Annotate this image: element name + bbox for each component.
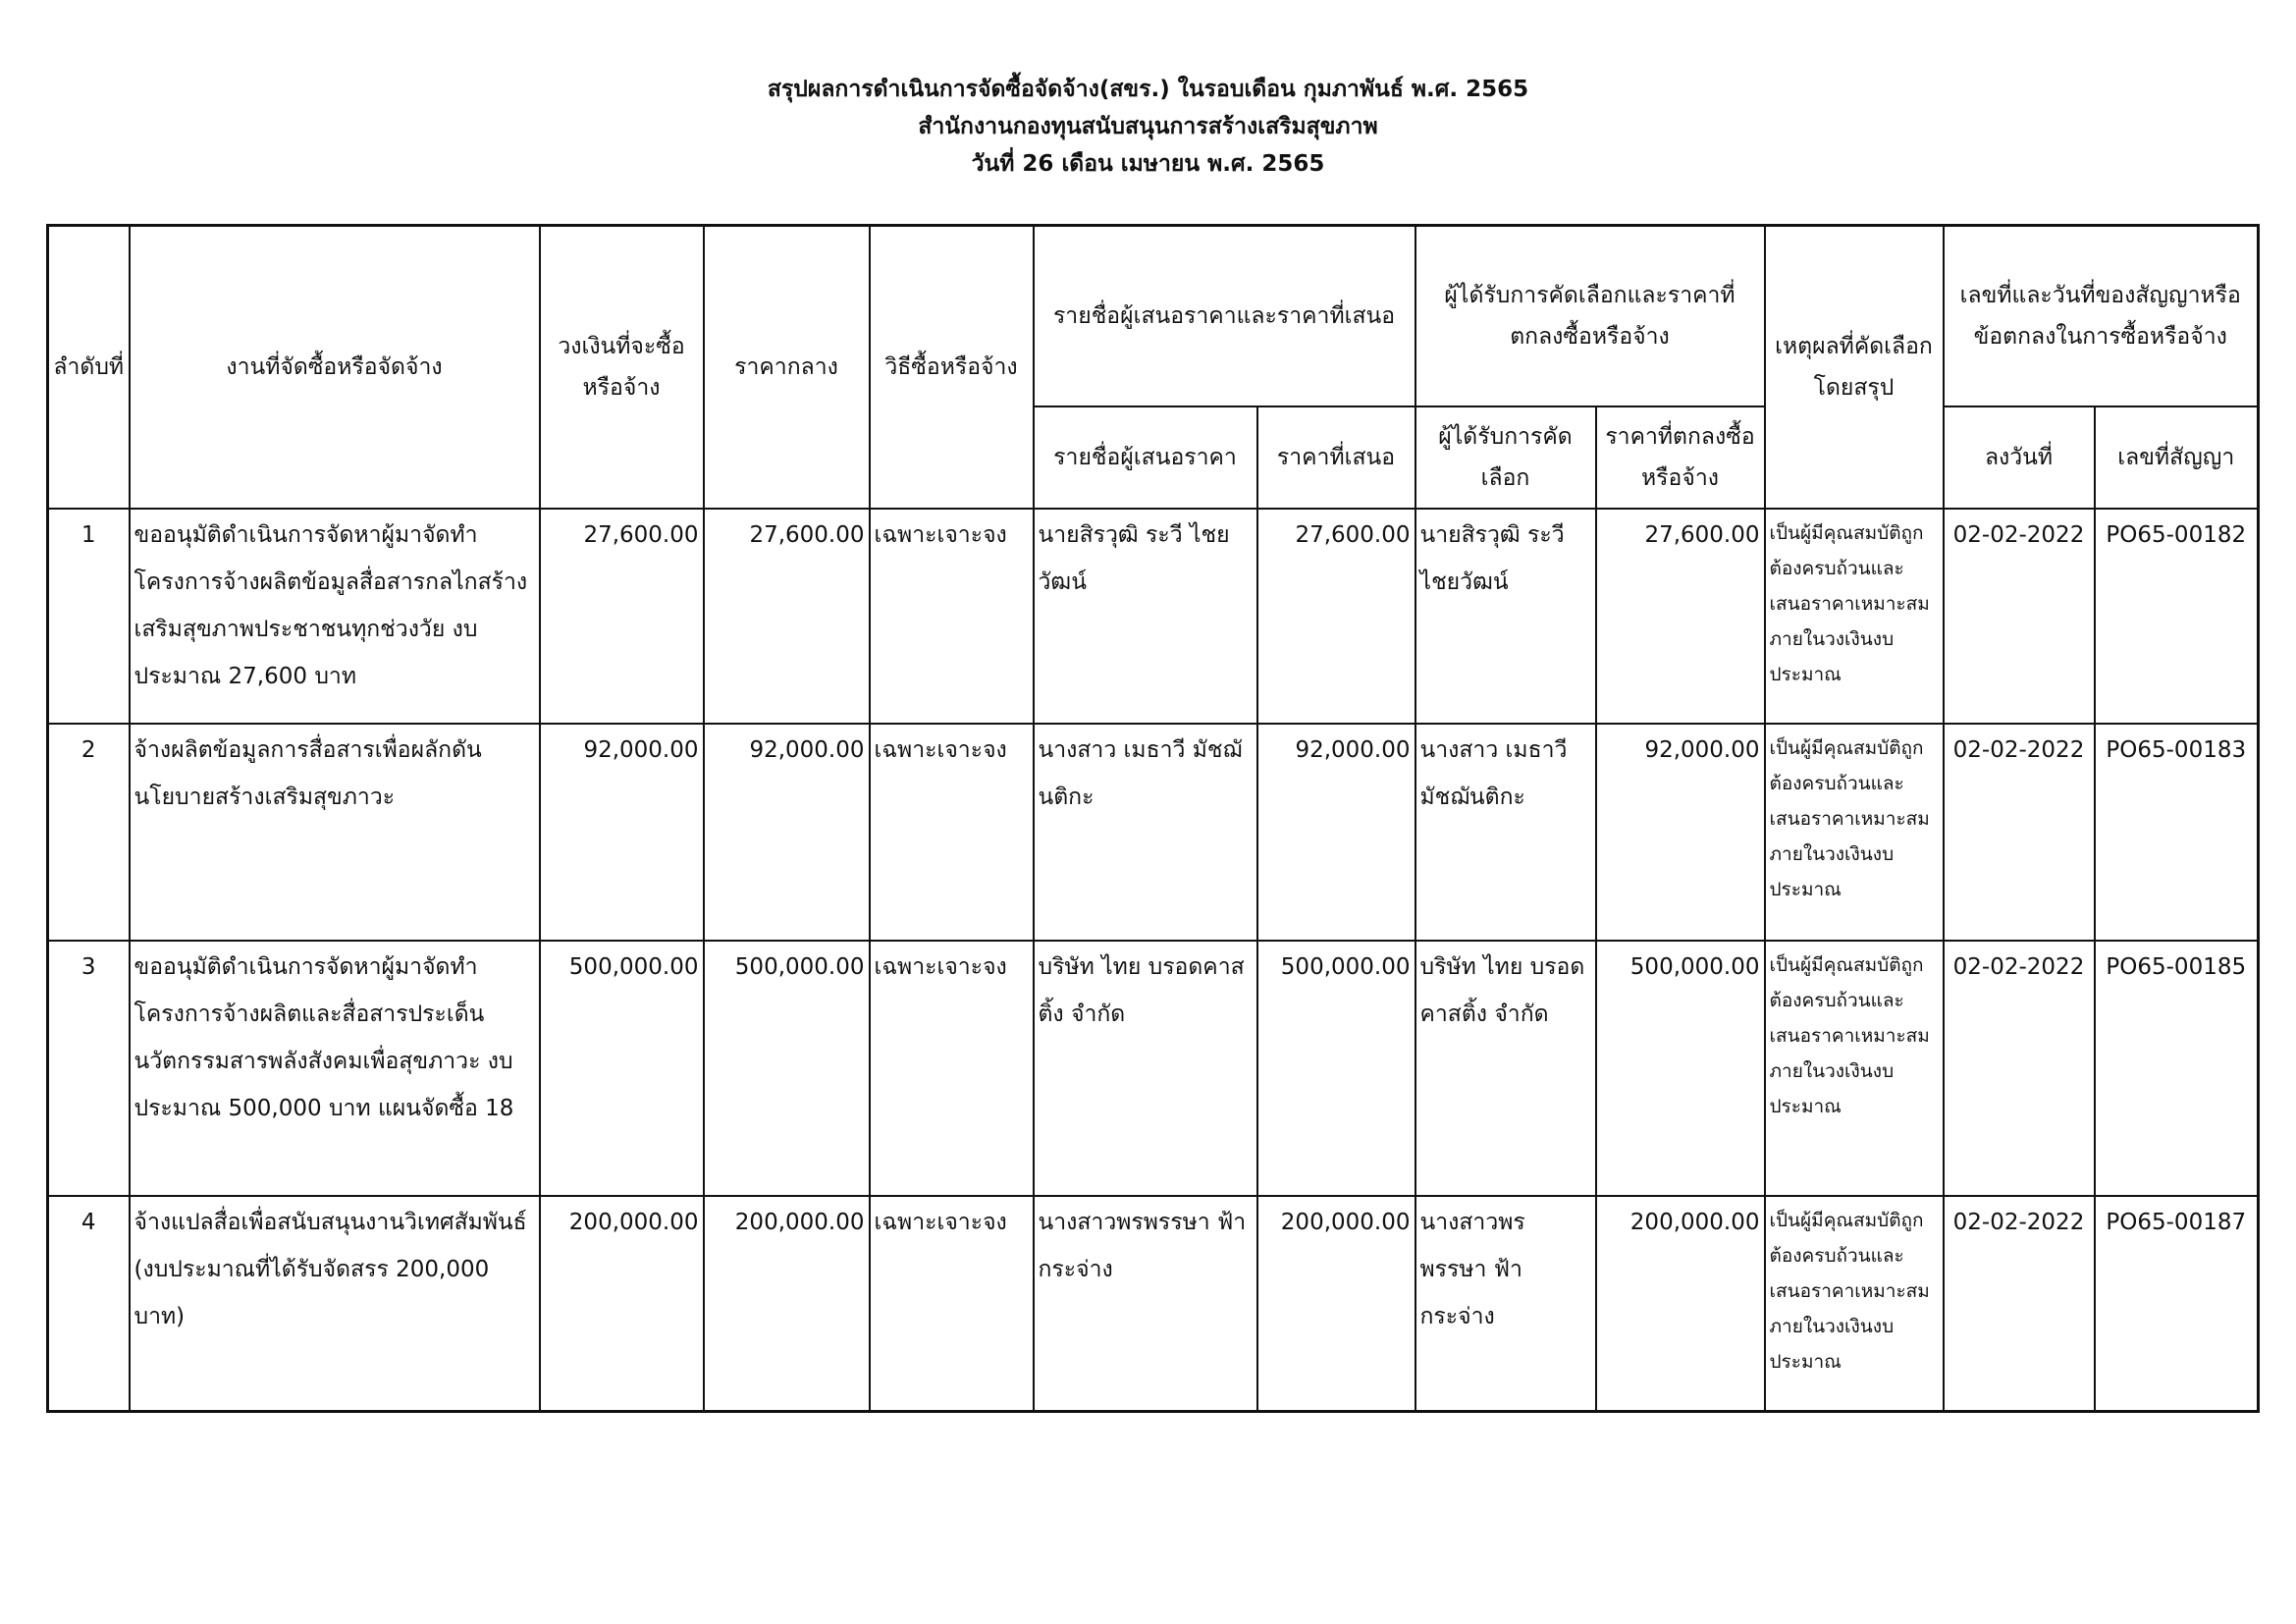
table-row bbox=[48, 1196, 2259, 1412]
row-agreed-price: 92,000.00 bbox=[1596, 724, 1765, 941]
row-contract-date: 02-02-2022 bbox=[1944, 941, 2095, 1196]
document-title: สรุปผลการดำเนินการจัดซื้อจัดจ้าง(สขร.) ในรอบเดือน กุมภาพันธ์ พ.ศ. 2565 bbox=[767, 77, 1529, 102]
col-header-contract-date: ลงวันที่ bbox=[1944, 406, 2095, 509]
row-selected: นายสิรวุฒิ ระวี ไชยวัฒน์ bbox=[1415, 509, 1596, 724]
row-selected: บริษัท ไทย บรอดคาสติ้ง จำกัด bbox=[1415, 941, 1596, 1196]
row-selected: นางสาวพรพรรษา ฟ้ากระจ่าง bbox=[1415, 1196, 1596, 1412]
row-no: 1 bbox=[48, 509, 130, 724]
col-header-agreed-price: ราคาที่ตกลงซื้อหรือจ้าง bbox=[1596, 406, 1765, 509]
agency-name: สำนักงานกองทุนสนับสนุนการสร้างเสริมสุขภาพ bbox=[918, 114, 1378, 139]
row-work: จ้างแปลสื่อเพื่อสนับสนุนงานวิเทศสัมพันธ์ (งบประมาณที่ได้รับจัดสรร 200,000 บาท) bbox=[130, 1196, 540, 1412]
row-method: เฉพาะเจาะจง bbox=[870, 941, 1034, 1196]
col-header-bidder-name: รายชื่อผู้เสนอราคา bbox=[1034, 406, 1257, 509]
row-median-price: 500,000.00 bbox=[704, 941, 870, 1196]
table-row bbox=[48, 509, 2259, 724]
row-bidder: บริษัท ไทย บรอดคาสติ้ง จำกัด bbox=[1034, 941, 1257, 1196]
row-contract-no: PO65-00183 bbox=[2095, 724, 2259, 941]
row-no: 2 bbox=[48, 724, 130, 941]
row-method: เฉพาะเจาะจง bbox=[870, 724, 1034, 941]
row-bid-price: 92,000.00 bbox=[1257, 724, 1415, 941]
row-agreed-price: 200,000.00 bbox=[1596, 1196, 1765, 1412]
row-bid-price: 200,000.00 bbox=[1257, 1196, 1415, 1412]
row-budget: 27,600.00 bbox=[540, 509, 704, 724]
table-header bbox=[48, 226, 2259, 509]
col-header-median-price: ราคากลาง bbox=[704, 226, 870, 509]
row-contract-date: 02-02-2022 bbox=[1944, 509, 2095, 724]
row-no: 3 bbox=[48, 941, 130, 1196]
row-median-price: 92,000.00 bbox=[704, 724, 870, 941]
col-header-no: ลำดับที่ bbox=[48, 226, 130, 509]
row-work: จ้างผลิตข้อมูลการสื่อสารเพื่อผลักดันนโยบายสร้างเสริมสุขภาวะ bbox=[130, 724, 540, 941]
col-header-bid-price: ราคาที่เสนอ bbox=[1257, 406, 1415, 509]
row-bidder: นายสิรวุฒิ ระวี ไชยวัฒน์ bbox=[1034, 509, 1257, 724]
row-method: เฉพาะเจาะจง bbox=[870, 1196, 1034, 1412]
row-bid-price: 27,600.00 bbox=[1257, 509, 1415, 724]
procurement-table bbox=[46, 224, 2260, 1413]
row-median-price: 200,000.00 bbox=[704, 1196, 870, 1412]
row-contract-no: PO65-00185 bbox=[2095, 941, 2259, 1196]
row-budget: 92,000.00 bbox=[540, 724, 704, 941]
row-bidder: นางสาวพรพรรษา ฟ้ากระจ่าง bbox=[1034, 1196, 1257, 1412]
row-budget: 500,000.00 bbox=[540, 941, 704, 1196]
row-work: ขออนุมัติดำเนินการจัดหาผู้มาจัดทำโครงการจ้างผลิตข้อมูลสื่อสารกลไกสร้างเสริมสุขภาพประชาชนทุกช่วงวัย งบประมาณ 27,600 บาท bbox=[130, 509, 540, 724]
row-budget: 200,000.00 bbox=[540, 1196, 704, 1412]
row-contract-date: 02-02-2022 bbox=[1944, 724, 2095, 941]
col-header-contract-no: เลขที่สัญญา bbox=[2095, 406, 2259, 509]
row-reason: เป็นผู้มีคุณสมบัติถูกต้องครบถ้วนและเสนอราคาเหมาะสมภายในวงเงินงบประมาณ bbox=[1765, 724, 1944, 941]
row-contract-no: PO65-00187 bbox=[2095, 1196, 2259, 1412]
col-header-reason: เหตุผลที่คัดเลือกโดยสรุป bbox=[1765, 226, 1944, 509]
row-reason: เป็นผู้มีคุณสมบัติถูกต้องครบถ้วนและเสนอราคาเหมาะสมภายในวงเงินงบประมาณ bbox=[1765, 509, 1944, 724]
row-bidder: นางสาว เมธาวี มัชฌันติกะ bbox=[1034, 724, 1257, 941]
row-method: เฉพาะเจาะจง bbox=[870, 509, 1034, 724]
row-agreed-price: 27,600.00 bbox=[1596, 509, 1765, 724]
col-header-contract-group: เลขที่และวันที่ของสัญญาหรือข้อตกลงในการซื้อหรือจ้าง bbox=[1944, 226, 2259, 406]
row-reason: เป็นผู้มีคุณสมบัติถูกต้องครบถ้วนและเสนอราคาเหมาะสมภายในวงเงินงบประมาณ bbox=[1765, 941, 1944, 1196]
row-selected: นางสาว เมธาวี มัชฌันติกะ bbox=[1415, 724, 1596, 941]
row-bid-price: 500,000.00 bbox=[1257, 941, 1415, 1196]
row-work: ขออนุมัติดำเนินการจัดหาผู้มาจัดทำโครงการจ้างผลิตและสื่อสารประเด็นนวัตกรรมสารพลังสังคมเพื่อสุขภาวะ งบประมาณ 500,000 บาท แผนจัดซื้อ 18 bbox=[130, 941, 540, 1196]
col-header-selected-group: ผู้ได้รับการคัดเลือกและราคาที่ตกลงซื้อหรือจ้าง bbox=[1415, 226, 1765, 406]
row-no: 4 bbox=[48, 1196, 130, 1412]
col-header-work: งานที่จัดซื้อหรือจัดจ้าง bbox=[130, 226, 540, 509]
table-row bbox=[48, 724, 2259, 941]
table-row bbox=[48, 941, 2259, 1196]
report-date: วันที่ 26 เดือน เมษายน พ.ศ. 2565 bbox=[971, 151, 1325, 177]
document-header bbox=[0, 71, 2296, 183]
row-agreed-price: 500,000.00 bbox=[1596, 941, 1765, 1196]
col-header-selected-name: ผู้ได้รับการคัดเลือก bbox=[1415, 406, 1596, 509]
row-reason: เป็นผู้มีคุณสมบัติถูกต้องครบถ้วนและเสนอราคาเหมาะสมภายในวงเงินงบประมาณ bbox=[1765, 1196, 1944, 1412]
col-header-budget: วงเงินที่จะซื้อหรือจ้าง bbox=[540, 226, 704, 509]
row-contract-no: PO65-00182 bbox=[2095, 509, 2259, 724]
row-median-price: 27,600.00 bbox=[704, 509, 870, 724]
col-header-method: วิธีซื้อหรือจ้าง bbox=[870, 226, 1034, 509]
row-contract-date: 02-02-2022 bbox=[1944, 1196, 2095, 1412]
col-header-bidders-group: รายชื่อผู้เสนอราคาและราคาที่เสนอ bbox=[1034, 226, 1415, 406]
